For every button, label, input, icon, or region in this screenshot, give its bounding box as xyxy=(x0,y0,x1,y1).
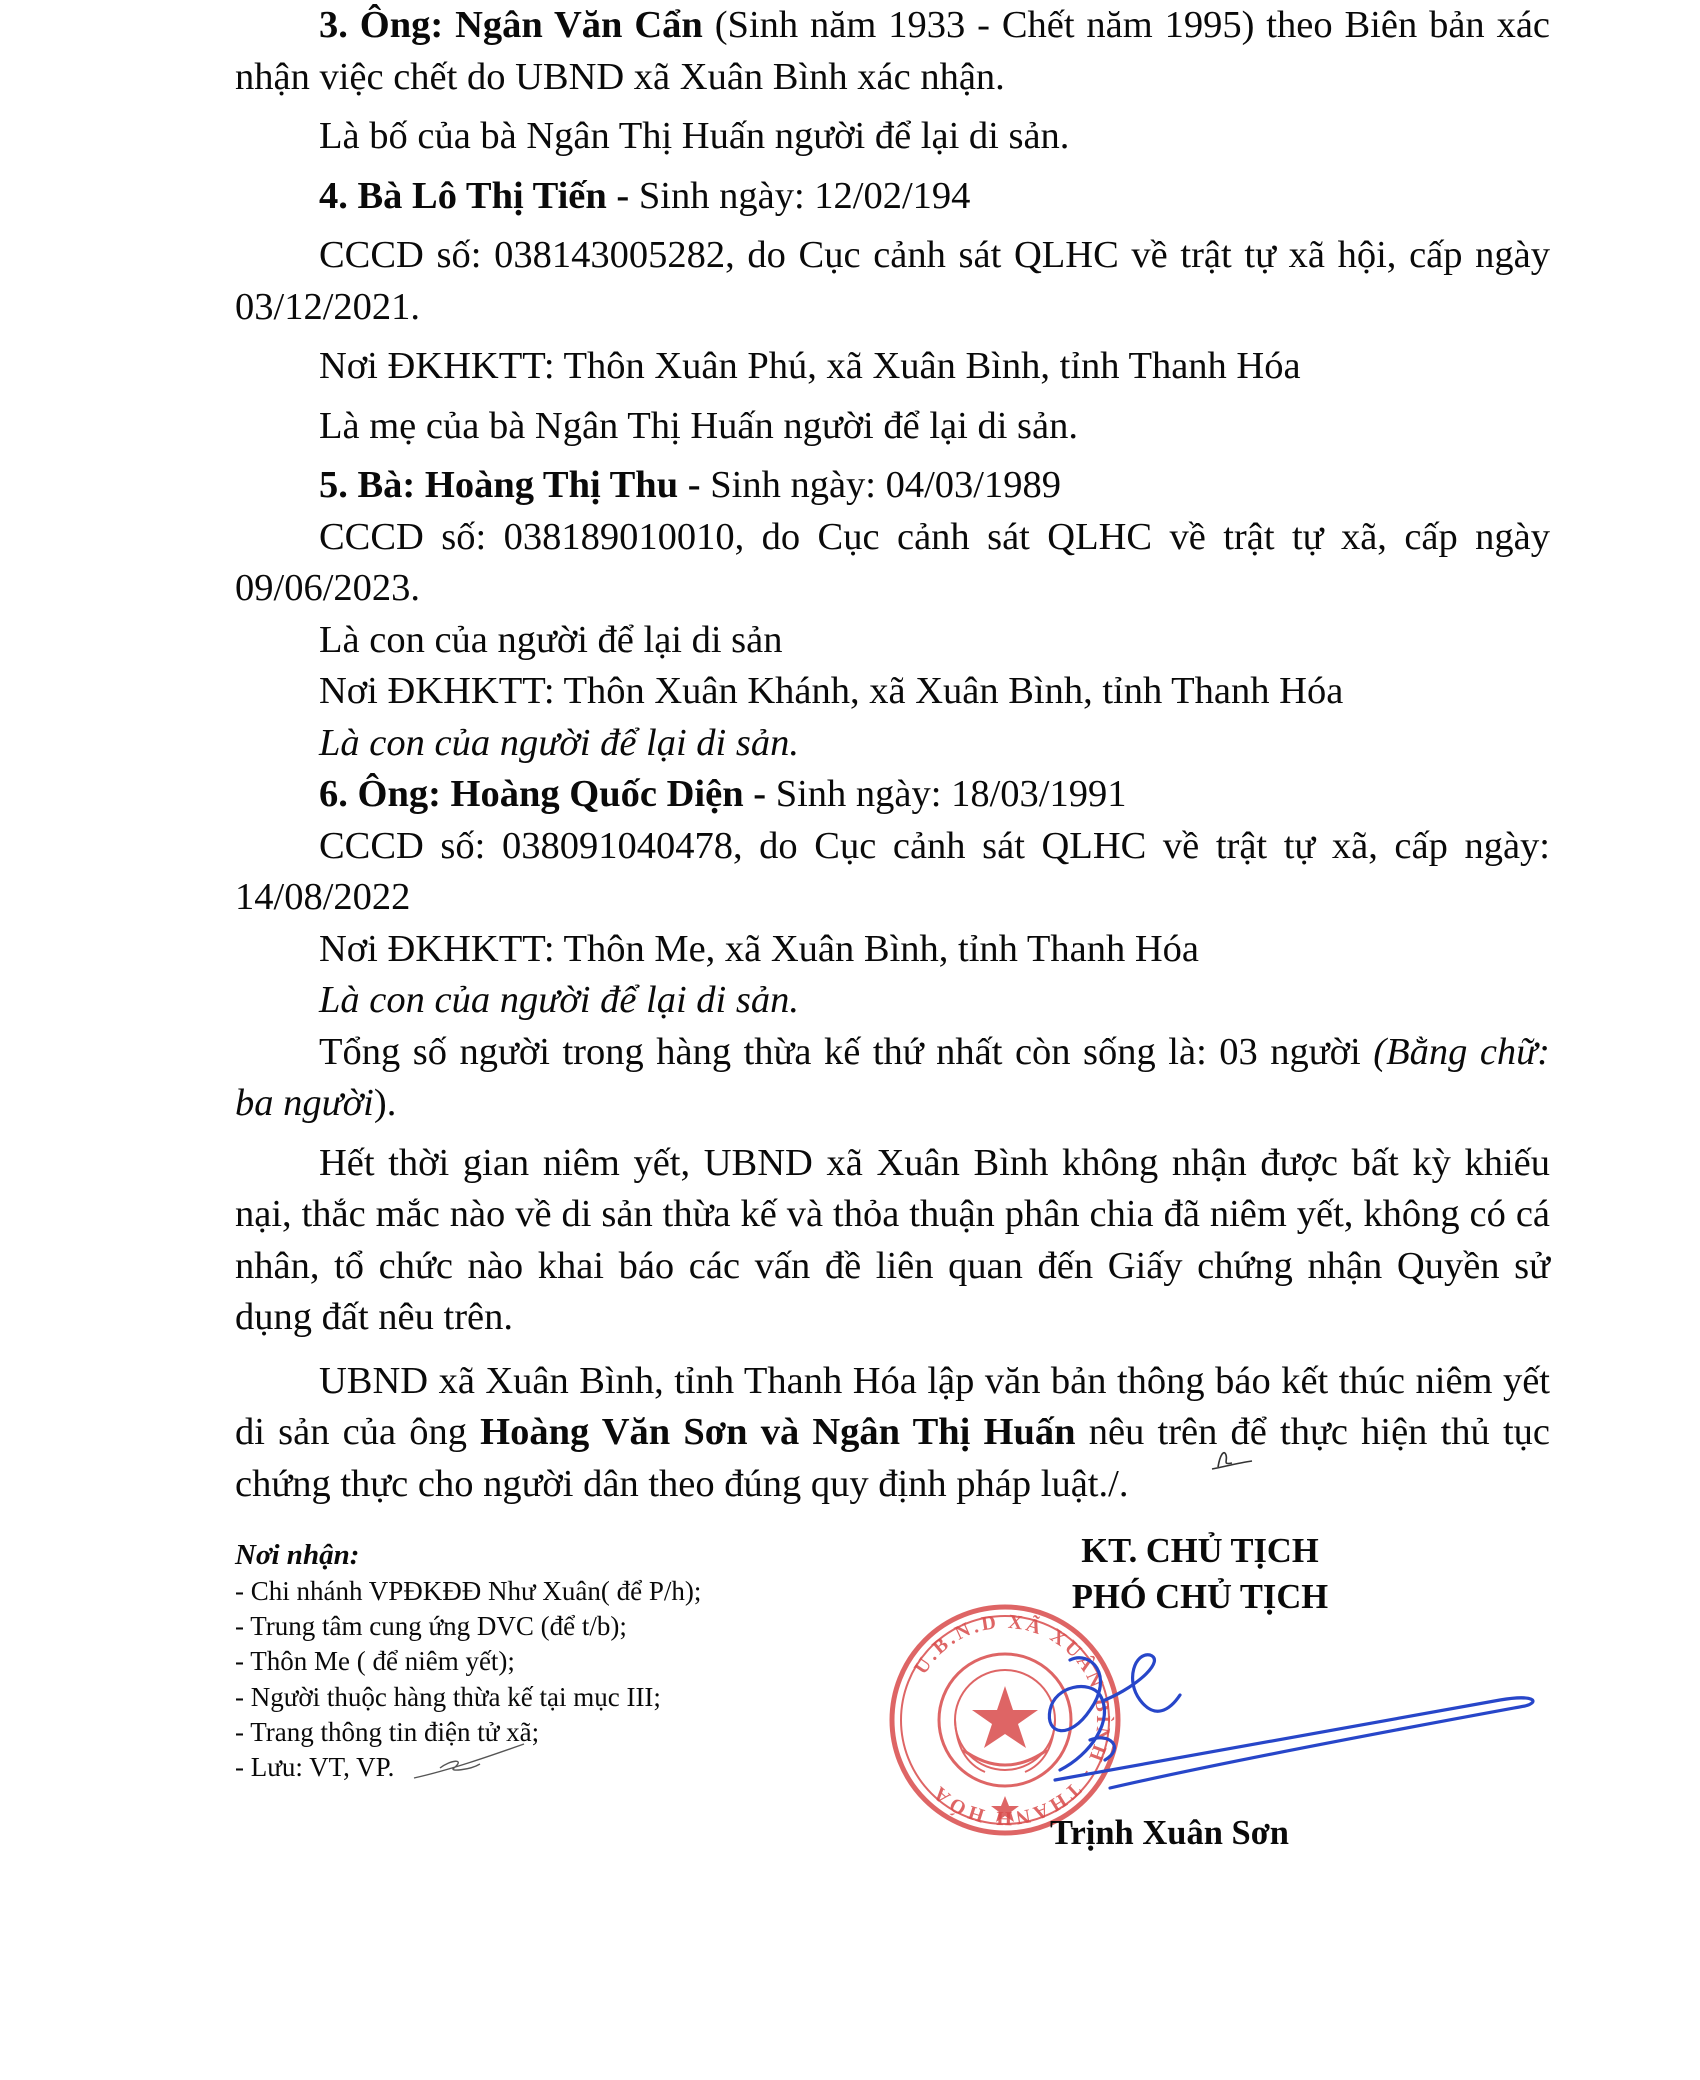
text-run: Sinh ngày: 12/02/194 xyxy=(629,174,971,217)
text-run: Là con của người để lại di sản. xyxy=(319,721,799,764)
text-run: Là con của người để lại di sản. xyxy=(319,979,799,1021)
text-run: Nơi ĐKHKTT: Thôn Me, xã Xuân Bình, tỉnh Thanh Hóa xyxy=(319,927,1199,970)
text-run: Hoàng Văn Sơn và Ngân Thị Huấn xyxy=(480,1411,1076,1453)
text-run: CCCD số: 038189010010, do Cục cảnh sát QLHC về trật tự xã, cấp ngày 09/06/2023. xyxy=(235,515,1550,609)
handwritten-signature-icon xyxy=(940,1640,1560,1800)
text-run: Sinh ngày: 04/03/1989 xyxy=(700,464,1062,506)
signature-title-1: KT. CHỦ TỊCH xyxy=(1081,1532,1319,1570)
text-run: Nơi ĐKHKTT: Thôn Xuân Phú, xã Xuân Bình, tỉnh Thanh Hóa xyxy=(319,345,1301,387)
text-run: CCCD số: 038091040478, do Cục cảnh sát QLHC về trật tự xã, cấp ngày: 14/08/2022 xyxy=(235,824,1550,918)
paragraph-p6b xyxy=(235,924,1550,976)
recipient-item: - Thôn Me ( để niêm yết); xyxy=(235,1646,515,1677)
text-run: 5. Bà: Hoàng Thị Thu - xyxy=(319,464,701,506)
paragraph-h3 xyxy=(235,0,1550,103)
initial-mark-icon xyxy=(1208,1445,1258,1475)
text-run: CCCD số: 038143005282, do Cục cảnh sát QLHC về trật tự xã hội, cấp ngày 03/12/2021. xyxy=(235,234,1550,328)
paragraph-end1 xyxy=(235,1138,1550,1344)
recipient-item: - Lưu: VT, VP. xyxy=(235,1752,395,1783)
paragraph-p4a xyxy=(235,230,1550,333)
signature-title-2: PHÓ CHỦ TỊCH xyxy=(1071,1578,1329,1616)
initial-mark-2-icon xyxy=(410,1738,530,1788)
paragraph-p5c xyxy=(235,666,1550,718)
paragraph-p5b xyxy=(235,615,1550,667)
paragraph-p6c xyxy=(235,975,1550,1027)
text-run: 3. Ông: Ngân Văn Cẩn xyxy=(319,4,703,46)
recipient-item: - Trang thông tin điện tử xã; xyxy=(235,1716,540,1747)
paragraph-p4b xyxy=(235,341,1550,393)
recipient-item: - Trung tâm cung ứng DVC (để t/b); xyxy=(235,1611,627,1642)
text-run: 4. Bà Lô Thị Tiến - xyxy=(319,174,630,217)
seal-text: U.B.N.D XÃ XUÂN BÌNH - THANH HÓA xyxy=(909,1610,1115,1830)
paragraph-p5a xyxy=(235,512,1550,615)
paragraph-total xyxy=(235,1027,1550,1130)
recipient-item: - Người thuộc hàng thừa kế tại mục III; xyxy=(235,1681,661,1712)
text-run: Nơi ĐKHKTT: Thôn Xuân Khánh, xã Xuân Bình, tỉnh Thanh Hóa xyxy=(319,670,1344,712)
recipients-list xyxy=(235,1574,835,1785)
text-run: Là mẹ của bà Ngân Thị Huấn người để lại di sản. xyxy=(319,404,1078,447)
paragraph-p6a xyxy=(235,821,1550,924)
paragraph-p4c xyxy=(235,401,1550,453)
text-run: (Sinh năm 1933 - Chết năm 1995) theo Biên bản xác nhận việc chết do UBND xã Xuân Bình xác nhận. xyxy=(235,4,1550,98)
text-run: ). xyxy=(373,1082,397,1124)
paragraph-h4 xyxy=(235,171,1550,223)
paragraph-h5 xyxy=(235,460,1550,512)
recipients-block xyxy=(235,1536,835,1785)
text-run: Là con của người để lại di sản xyxy=(319,618,783,661)
paragraph-end2 xyxy=(235,1356,1550,1511)
recipient-item: - Chi nhánh VPĐKĐĐ Như Xuân( để P/h); xyxy=(235,1576,702,1606)
document-body xyxy=(235,0,1550,1510)
text-run: nêu trên để thực hiện thủ tục chứng thực cho người dân theo đúng quy định pháp luật./. xyxy=(235,1411,1550,1505)
text-run: Sinh ngày: 18/03/1991 xyxy=(766,773,1127,815)
text-run: UBND xã Xuân Bình, tỉnh Thanh Hóa lập văn bản thông báo kết thúc niêm yết di sản của ông xyxy=(235,1359,1550,1453)
signer-name: Trịnh Xuân Sơn xyxy=(1050,1814,1289,1852)
text-run: Là bố của bà Ngân Thị Huấn người để lại di sản. xyxy=(319,115,1070,157)
paragraph-p5d xyxy=(235,718,1550,770)
text-run: 6. Ông: Hoàng Quốc Diện - xyxy=(319,773,767,815)
text-run: Hết thời gian niêm yết, UBND xã Xuân Bình không nhận được bất kỳ khiếu nại, thắc mắc nào về di sản thừa kế và thỏa thuận phân chia đã niêm yết, không có cá nhân, tổ chức nào khai báo các vấn đề liên quan đến Giấy chứng nhận Quyền sử dụng đất nêu trên. xyxy=(235,1141,1550,1338)
text-run: Tổng số người trong hàng thừa kế thứ nhất còn sống là: 03 người xyxy=(319,1030,1374,1073)
paragraph-p3a xyxy=(235,111,1550,163)
paragraph-h6 xyxy=(235,769,1550,821)
text-run: (Bằng chữ: ba người xyxy=(235,1030,1551,1124)
recipients-heading: Nơi nhận: xyxy=(235,1539,360,1571)
